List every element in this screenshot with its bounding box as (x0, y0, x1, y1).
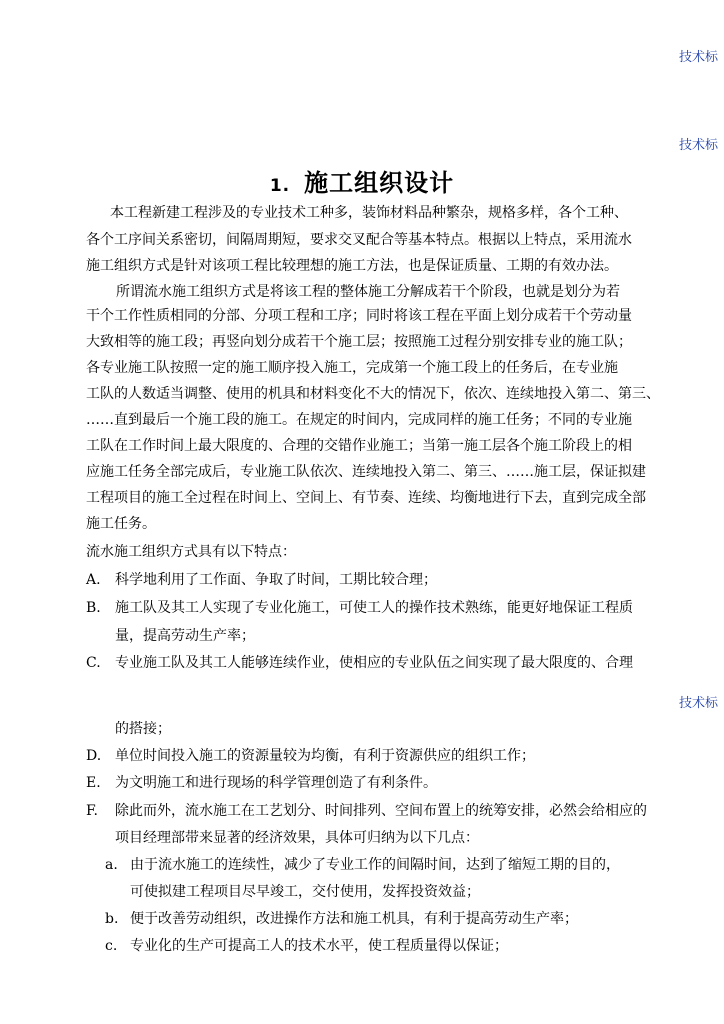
paragraph-line: 应施工任务全部完成后，专业施工队依次、连续地投入第二、第三、……施工层，保证拟建 (86, 464, 646, 480)
sub-list-item-text: 便于改善劳动组织，改进操作方法和施工机具，有利于提高劳动生产率； (130, 911, 578, 927)
list-item-text: 除此而外，流水施工在工艺划分、时间排列、空间布置上的统筹安排，必然会给相应的 (115, 803, 647, 819)
list-item (86, 719, 171, 739)
sub-list-item (105, 936, 508, 956)
list-item-text: 专业施工队及其工人能够连续作业，使相应的专业队伍之间实现了最大限度的、合理 (115, 655, 633, 671)
list-item-label: A. (86, 572, 101, 588)
sub-list-item-text: 由于流水施工的连续性，减少了专业工作的间隔时间，达到了缩短工期的目的， (130, 857, 620, 873)
sub-list-item-text: 专业化的生产可提高工人的技术水平，使工程质量得以保证； (130, 938, 508, 954)
paragraph-line: 所谓流水施工组织方式是将该工程的整体施工分解成若干个阶段，也就是划分为若 (116, 284, 620, 300)
paragraph-line: 各个工序间关系密切，间隔周期短，要求交叉配合等基本特点。根据以上特点，采用流水 (86, 232, 632, 248)
list-item-text: 的搭接； (115, 721, 171, 737)
list-item-text: 为文明施工和进行现场的科学管理创造了有利条件。 (115, 775, 437, 791)
list-item (86, 746, 535, 766)
list-item-text: 施工队及其工人实现了专业化施工，可使工人的操作技术熟练，能更好地保证工程质 (115, 600, 633, 616)
paragraph-line: 干个工作性质相同的分部、分项工程和工序；同时将该工程在平面上划分成若干个劳动量 (86, 308, 632, 324)
list-item (86, 773, 437, 793)
list-item-text: 单位时间投入施工的资源量较为均衡，有利于资源供应的组织工作； (115, 748, 535, 764)
paragraph-line: 施工任务。 (86, 516, 156, 532)
list-item-text: 项目经理部带来显著的经济效果，具体可归纳为以下几点： (115, 830, 479, 846)
list-item (86, 653, 633, 673)
sub-list-item (105, 882, 480, 902)
section-heading (0, 163, 724, 198)
sub-list-item (105, 909, 578, 929)
list-item (86, 801, 647, 821)
paragraph-line: 各专业施工队按照一定的施工顺序投入施工，完成第一个施工段上的任务后，在专业施 (86, 360, 618, 376)
list-item (86, 626, 255, 646)
list-item-text: 量，提高劳动生产率； (115, 628, 255, 644)
section-number: 1. (269, 176, 291, 196)
list-item-label: E. (86, 775, 101, 791)
list-item (86, 828, 479, 848)
list-item-label: F. (86, 803, 98, 819)
sub-list-item-label: a. (105, 857, 118, 873)
list-item-text: 科学地利用了工作面、争取了时间，工期比较合理； (115, 572, 437, 588)
list-item-label: B. (86, 600, 101, 616)
page-header-tag: 技术标 (678, 50, 718, 65)
paragraph-line: 本工程新建工程涉及的专业技术工种多，装饰材料品种繁杂，规格多样，各个工种、 (110, 205, 628, 221)
page-header-tag: 技术标 (678, 138, 718, 153)
list-item-label: D. (86, 748, 102, 764)
paragraph-line: 流水施工组织方式具有以下特点： (86, 544, 296, 560)
sub-list-item (105, 855, 620, 875)
paragraph-line: 工队的人数适当调整、使用的机具和材料变化不大的情况下，依次、连续地投入第二、第三、 (86, 386, 660, 402)
section-title: 施工组织设计 (304, 169, 455, 197)
sub-list-item-label: c. (105, 938, 118, 954)
sub-list-item-text: 可使拟建工程项目尽早竣工，交付使用，发挥投资效益； (130, 884, 480, 900)
paragraph-line: 工程项目的施工全过程在时间上、空间上、有节奏、连续、均衡地进行下去，直到完成全部 (86, 490, 646, 506)
list-item (86, 570, 437, 590)
paragraph-line: ……直到最后一个施工段的施工。在规定的时间内，完成同样的施工任务；不同的专业施 (86, 412, 632, 428)
page-header-tag: 技术标 (678, 696, 718, 711)
list-item-label: C. (86, 655, 101, 671)
paragraph-line: 施工组织方式是针对该项工程比较理想的施工方法，也是保证质量、工期的有效办法。 (86, 258, 618, 274)
paragraph-line: 大致相等的施工段；再竖向划分成若干个施工层；按照施工过程分别安排专业的施工队； (86, 334, 632, 350)
paragraph-line: 工队在工作时间上最大限度的、合理的交错作业施工；当第一施工层各个施工阶段上的相 (86, 438, 632, 454)
list-item (86, 598, 633, 618)
sub-list-item-label: b. (105, 911, 119, 927)
